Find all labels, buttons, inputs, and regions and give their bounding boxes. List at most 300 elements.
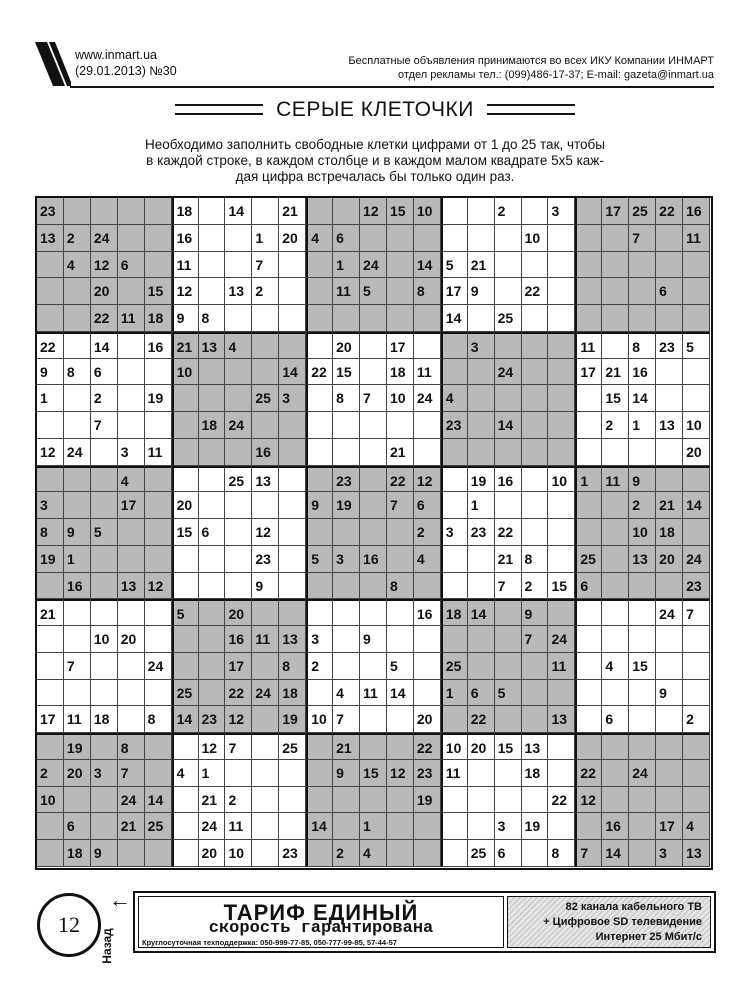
grid-cell[interactable]: 20 xyxy=(414,706,441,733)
grid-cell[interactable]: 13 xyxy=(118,573,145,600)
grid-cell[interactable]: 19 xyxy=(37,546,64,573)
grid-cell[interactable]: 20 xyxy=(683,439,710,466)
grid-cell[interactable] xyxy=(575,653,602,680)
grid-cell[interactable]: 6 xyxy=(199,519,226,546)
grid-cell[interactable] xyxy=(522,198,549,225)
grid-cell[interactable]: 21 xyxy=(333,733,360,760)
grid-cell[interactable]: 9 xyxy=(306,492,333,519)
grid-cell[interactable] xyxy=(199,252,226,279)
grid-cell[interactable] xyxy=(64,278,91,305)
grid-cell[interactable]: 5 xyxy=(360,278,387,305)
grid-cell[interactable]: 14 xyxy=(306,813,333,840)
grid-cell[interactable] xyxy=(468,439,495,466)
grid-cell[interactable]: 25 xyxy=(629,198,656,225)
grid-cell[interactable] xyxy=(387,706,414,733)
grid-cell[interactable] xyxy=(522,706,549,733)
grid-cell[interactable] xyxy=(145,599,172,626)
grid-cell[interactable]: 9 xyxy=(64,519,91,546)
grid-cell[interactable] xyxy=(279,412,306,439)
grid-cell[interactable] xyxy=(225,252,252,279)
grid-cell[interactable]: 5 xyxy=(495,680,522,707)
grid-cell[interactable] xyxy=(548,359,575,386)
grid-cell[interactable]: 8 xyxy=(118,733,145,760)
grid-cell[interactable]: 16 xyxy=(683,198,710,225)
grid-cell[interactable] xyxy=(468,385,495,412)
grid-cell[interactable]: 24 xyxy=(629,760,656,787)
grid-cell[interactable] xyxy=(118,599,145,626)
grid-cell[interactable] xyxy=(468,359,495,386)
grid-cell[interactable]: 10 xyxy=(683,412,710,439)
grid-cell[interactable] xyxy=(602,787,629,814)
grid-cell[interactable] xyxy=(279,252,306,279)
grid-cell[interactable]: 24 xyxy=(145,653,172,680)
grid-cell[interactable] xyxy=(656,733,683,760)
grid-cell[interactable]: 11 xyxy=(575,332,602,359)
grid-cell[interactable] xyxy=(333,626,360,653)
grid-cell[interactable]: 22 xyxy=(387,466,414,493)
grid-cell[interactable] xyxy=(414,626,441,653)
grid-cell[interactable] xyxy=(199,466,226,493)
grid-cell[interactable]: 7 xyxy=(91,412,118,439)
grid-cell[interactable]: 24 xyxy=(118,787,145,814)
grid-cell[interactable] xyxy=(548,305,575,332)
grid-cell[interactable] xyxy=(252,840,279,867)
grid-cell[interactable] xyxy=(333,305,360,332)
grid-cell[interactable]: 7 xyxy=(495,573,522,600)
grid-cell[interactable] xyxy=(360,492,387,519)
grid-cell[interactable]: 21 xyxy=(387,439,414,466)
grid-cell[interactable]: 2 xyxy=(91,385,118,412)
grid-cell[interactable]: 9 xyxy=(333,760,360,787)
grid-cell[interactable]: 17 xyxy=(225,653,252,680)
grid-cell[interactable] xyxy=(468,813,495,840)
grid-cell[interactable]: 13 xyxy=(629,546,656,573)
grid-cell[interactable] xyxy=(602,599,629,626)
grid-cell[interactable]: 2 xyxy=(37,760,64,787)
grid-cell[interactable]: 3 xyxy=(468,332,495,359)
grid-cell[interactable]: 1 xyxy=(575,466,602,493)
grid-cell[interactable] xyxy=(575,198,602,225)
grid-cell[interactable] xyxy=(360,359,387,386)
grid-cell[interactable] xyxy=(360,225,387,252)
grid-cell[interactable]: 21 xyxy=(468,252,495,279)
grid-cell[interactable]: 7 xyxy=(683,599,710,626)
grid-cell[interactable]: 5 xyxy=(306,546,333,573)
grid-cell[interactable]: 1 xyxy=(37,385,64,412)
grid-cell[interactable]: 15 xyxy=(548,573,575,600)
grid-cell[interactable] xyxy=(602,305,629,332)
grid-cell[interactable] xyxy=(575,252,602,279)
grid-cell[interactable] xyxy=(37,680,64,707)
grid-cell[interactable] xyxy=(145,733,172,760)
grid-cell[interactable]: 12 xyxy=(199,733,226,760)
grid-cell[interactable] xyxy=(118,332,145,359)
grid-cell[interactable] xyxy=(37,466,64,493)
grid-cell[interactable] xyxy=(279,332,306,359)
grid-cell[interactable]: 9 xyxy=(172,305,199,332)
grid-cell[interactable]: 10 xyxy=(91,626,118,653)
grid-cell[interactable]: 20 xyxy=(468,733,495,760)
grid-cell[interactable] xyxy=(279,760,306,787)
grid-cell[interactable] xyxy=(468,653,495,680)
grid-cell[interactable] xyxy=(333,412,360,439)
grid-cell[interactable]: 22 xyxy=(225,680,252,707)
grid-cell[interactable]: 24 xyxy=(252,680,279,707)
grid-cell[interactable] xyxy=(656,706,683,733)
grid-cell[interactable] xyxy=(387,252,414,279)
grid-cell[interactable]: 21 xyxy=(37,599,64,626)
grid-cell[interactable]: 11 xyxy=(252,626,279,653)
grid-cell[interactable]: 10 xyxy=(387,385,414,412)
grid-cell[interactable] xyxy=(387,412,414,439)
grid-cell[interactable]: 2 xyxy=(602,412,629,439)
grid-cell[interactable]: 8 xyxy=(199,305,226,332)
grid-cell[interactable] xyxy=(252,305,279,332)
grid-cell[interactable] xyxy=(387,840,414,867)
grid-cell[interactable] xyxy=(252,813,279,840)
grid-cell[interactable]: 12 xyxy=(91,252,118,279)
grid-cell[interactable]: 7 xyxy=(387,492,414,519)
grid-cell[interactable]: 8 xyxy=(145,706,172,733)
grid-cell[interactable]: 20 xyxy=(118,626,145,653)
grid-cell[interactable] xyxy=(656,573,683,600)
grid-cell[interactable] xyxy=(629,787,656,814)
grid-cell[interactable] xyxy=(225,492,252,519)
grid-cell[interactable]: 8 xyxy=(279,653,306,680)
grid-cell[interactable]: 23 xyxy=(683,573,710,600)
grid-cell[interactable] xyxy=(172,385,199,412)
grid-cell[interactable] xyxy=(548,439,575,466)
grid-cell[interactable]: 15 xyxy=(360,760,387,787)
grid-cell[interactable]: 5 xyxy=(683,332,710,359)
grid-cell[interactable]: 3 xyxy=(441,519,468,546)
grid-cell[interactable]: 25 xyxy=(495,305,522,332)
grid-cell[interactable]: 16 xyxy=(495,466,522,493)
grid-cell[interactable] xyxy=(548,278,575,305)
grid-cell[interactable] xyxy=(602,439,629,466)
grid-cell[interactable] xyxy=(575,492,602,519)
grid-cell[interactable]: 11 xyxy=(602,466,629,493)
grid-cell[interactable]: 20 xyxy=(199,840,226,867)
grid-cell[interactable] xyxy=(629,573,656,600)
grid-cell[interactable]: 8 xyxy=(548,840,575,867)
grid-cell[interactable] xyxy=(118,680,145,707)
grid-cell[interactable] xyxy=(252,760,279,787)
grid-cell[interactable]: 4 xyxy=(225,332,252,359)
grid-cell[interactable]: 20 xyxy=(91,278,118,305)
grid-cell[interactable] xyxy=(64,599,91,626)
grid-cell[interactable]: 3 xyxy=(37,492,64,519)
grid-cell[interactable] xyxy=(495,225,522,252)
grid-cell[interactable]: 6 xyxy=(91,359,118,386)
grid-cell[interactable]: 13 xyxy=(225,278,252,305)
grid-cell[interactable] xyxy=(495,332,522,359)
grid-cell[interactable]: 9 xyxy=(656,680,683,707)
grid-cell[interactable] xyxy=(441,332,468,359)
grid-cell[interactable] xyxy=(629,439,656,466)
grid-cell[interactable]: 17 xyxy=(602,198,629,225)
grid-cell[interactable] xyxy=(522,466,549,493)
grid-cell[interactable] xyxy=(656,305,683,332)
grid-cell[interactable] xyxy=(360,439,387,466)
grid-cell[interactable]: 16 xyxy=(172,225,199,252)
grid-cell[interactable]: 7 xyxy=(522,626,549,653)
grid-cell[interactable] xyxy=(575,412,602,439)
grid-cell[interactable] xyxy=(602,225,629,252)
grid-cell[interactable]: 21 xyxy=(172,332,199,359)
grid-cell[interactable]: 12 xyxy=(172,278,199,305)
grid-cell[interactable]: 1 xyxy=(468,492,495,519)
grid-cell[interactable]: 4 xyxy=(306,225,333,252)
grid-cell[interactable] xyxy=(306,412,333,439)
grid-cell[interactable]: 19 xyxy=(468,466,495,493)
grid-cell[interactable] xyxy=(495,492,522,519)
grid-cell[interactable] xyxy=(172,840,199,867)
grid-cell[interactable]: 4 xyxy=(64,252,91,279)
grid-cell[interactable] xyxy=(683,359,710,386)
grid-cell[interactable] xyxy=(414,840,441,867)
grid-cell[interactable]: 3 xyxy=(548,198,575,225)
grid-cell[interactable]: 13 xyxy=(252,466,279,493)
grid-cell[interactable] xyxy=(656,252,683,279)
grid-cell[interactable]: 7 xyxy=(575,840,602,867)
grid-cell[interactable] xyxy=(64,198,91,225)
grid-cell[interactable] xyxy=(495,787,522,814)
grid-cell[interactable]: 22 xyxy=(575,760,602,787)
grid-cell[interactable]: 16 xyxy=(252,439,279,466)
grid-cell[interactable] xyxy=(414,332,441,359)
grid-cell[interactable]: 19 xyxy=(522,813,549,840)
grid-cell[interactable] xyxy=(629,680,656,707)
grid-cell[interactable] xyxy=(387,305,414,332)
grid-cell[interactable] xyxy=(629,599,656,626)
grid-cell[interactable]: 12 xyxy=(252,519,279,546)
grid-cell[interactable]: 11 xyxy=(548,653,575,680)
grid-cell[interactable]: 17 xyxy=(575,359,602,386)
grid-cell[interactable]: 9 xyxy=(629,466,656,493)
grid-cell[interactable] xyxy=(548,412,575,439)
grid-cell[interactable] xyxy=(64,492,91,519)
grid-cell[interactable] xyxy=(360,305,387,332)
grid-cell[interactable] xyxy=(225,439,252,466)
grid-cell[interactable]: 13 xyxy=(548,706,575,733)
grid-cell[interactable] xyxy=(629,813,656,840)
grid-cell[interactable]: 8 xyxy=(64,359,91,386)
grid-cell[interactable]: 4 xyxy=(118,466,145,493)
grid-cell[interactable] xyxy=(414,412,441,439)
grid-cell[interactable] xyxy=(522,840,549,867)
grid-cell[interactable]: 14 xyxy=(629,385,656,412)
grid-cell[interactable] xyxy=(548,385,575,412)
grid-cell[interactable]: 25 xyxy=(252,385,279,412)
grid-cell[interactable]: 23 xyxy=(441,412,468,439)
grid-cell[interactable]: 23 xyxy=(656,332,683,359)
grid-cell[interactable]: 17 xyxy=(441,278,468,305)
grid-cell[interactable]: 4 xyxy=(441,385,468,412)
grid-cell[interactable]: 17 xyxy=(387,332,414,359)
grid-cell[interactable]: 24 xyxy=(360,252,387,279)
grid-cell[interactable]: 21 xyxy=(495,546,522,573)
grid-cell[interactable] xyxy=(333,573,360,600)
grid-cell[interactable] xyxy=(441,466,468,493)
grid-cell[interactable]: 11 xyxy=(118,305,145,332)
grid-cell[interactable] xyxy=(468,787,495,814)
grid-cell[interactable] xyxy=(306,466,333,493)
grid-cell[interactable]: 14 xyxy=(145,787,172,814)
grid-cell[interactable] xyxy=(145,546,172,573)
grid-cell[interactable] xyxy=(441,787,468,814)
grid-cell[interactable] xyxy=(225,225,252,252)
grid-cell[interactable] xyxy=(118,198,145,225)
grid-cell[interactable]: 17 xyxy=(118,492,145,519)
grid-cell[interactable]: 12 xyxy=(387,760,414,787)
grid-cell[interactable] xyxy=(199,225,226,252)
grid-cell[interactable] xyxy=(575,599,602,626)
grid-cell[interactable]: 6 xyxy=(468,680,495,707)
grid-cell[interactable] xyxy=(656,359,683,386)
grid-cell[interactable]: 1 xyxy=(360,813,387,840)
grid-cell[interactable]: 11 xyxy=(683,225,710,252)
grid-cell[interactable] xyxy=(279,519,306,546)
grid-cell[interactable] xyxy=(495,385,522,412)
grid-cell[interactable] xyxy=(145,680,172,707)
grid-cell[interactable]: 17 xyxy=(37,706,64,733)
grid-cell[interactable]: 9 xyxy=(91,840,118,867)
grid-cell[interactable]: 16 xyxy=(360,546,387,573)
grid-cell[interactable] xyxy=(333,653,360,680)
grid-cell[interactable] xyxy=(252,492,279,519)
grid-cell[interactable] xyxy=(145,466,172,493)
grid-cell[interactable]: 24 xyxy=(199,813,226,840)
grid-cell[interactable]: 23 xyxy=(252,546,279,573)
grid-cell[interactable] xyxy=(522,305,549,332)
grid-cell[interactable]: 6 xyxy=(118,252,145,279)
grid-cell[interactable] xyxy=(172,573,199,600)
grid-cell[interactable] xyxy=(37,653,64,680)
grid-cell[interactable]: 25 xyxy=(441,653,468,680)
grid-cell[interactable]: 7 xyxy=(118,760,145,787)
grid-cell[interactable] xyxy=(199,599,226,626)
grid-cell[interactable] xyxy=(360,412,387,439)
grid-cell[interactable] xyxy=(306,305,333,332)
grid-cell[interactable]: 16 xyxy=(64,573,91,600)
grid-cell[interactable] xyxy=(441,840,468,867)
grid-cell[interactable]: 5 xyxy=(172,599,199,626)
grid-cell[interactable]: 13 xyxy=(656,412,683,439)
grid-cell[interactable] xyxy=(548,492,575,519)
grid-cell[interactable] xyxy=(37,252,64,279)
grid-cell[interactable] xyxy=(522,332,549,359)
grid-cell[interactable] xyxy=(225,359,252,386)
grid-cell[interactable] xyxy=(602,546,629,573)
grid-cell[interactable] xyxy=(522,653,549,680)
grid-cell[interactable]: 24 xyxy=(548,626,575,653)
grid-cell[interactable] xyxy=(495,653,522,680)
grid-cell[interactable]: 21 xyxy=(279,198,306,225)
grid-cell[interactable]: 19 xyxy=(333,492,360,519)
grid-cell[interactable] xyxy=(145,840,172,867)
grid-cell[interactable]: 11 xyxy=(172,252,199,279)
grid-cell[interactable] xyxy=(683,733,710,760)
grid-cell[interactable] xyxy=(441,359,468,386)
grid-cell[interactable] xyxy=(172,546,199,573)
grid-cell[interactable]: 8 xyxy=(414,278,441,305)
grid-cell[interactable]: 1 xyxy=(252,225,279,252)
grid-cell[interactable]: 3 xyxy=(495,813,522,840)
grid-cell[interactable] xyxy=(145,412,172,439)
grid-cell[interactable] xyxy=(629,278,656,305)
grid-cell[interactable]: 5 xyxy=(387,653,414,680)
grid-cell[interactable] xyxy=(199,546,226,573)
grid-cell[interactable] xyxy=(360,653,387,680)
grid-cell[interactable] xyxy=(172,733,199,760)
grid-cell[interactable] xyxy=(441,573,468,600)
grid-cell[interactable]: 22 xyxy=(37,332,64,359)
grid-cell[interactable] xyxy=(306,252,333,279)
grid-cell[interactable]: 10 xyxy=(37,787,64,814)
grid-cell[interactable] xyxy=(199,439,226,466)
grid-cell[interactable] xyxy=(172,439,199,466)
grid-cell[interactable]: 11 xyxy=(64,706,91,733)
grid-cell[interactable] xyxy=(629,252,656,279)
grid-cell[interactable] xyxy=(306,760,333,787)
grid-cell[interactable] xyxy=(360,733,387,760)
grid-cell[interactable] xyxy=(225,573,252,600)
grid-cell[interactable]: 20 xyxy=(225,599,252,626)
grid-cell[interactable]: 25 xyxy=(575,546,602,573)
grid-cell[interactable] xyxy=(522,385,549,412)
grid-cell[interactable] xyxy=(548,760,575,787)
grid-cell[interactable]: 22 xyxy=(414,733,441,760)
grid-cell[interactable] xyxy=(360,332,387,359)
grid-cell[interactable]: 22 xyxy=(91,305,118,332)
grid-cell[interactable] xyxy=(602,519,629,546)
grid-cell[interactable] xyxy=(145,225,172,252)
grid-cell[interactable] xyxy=(279,573,306,600)
grid-cell[interactable] xyxy=(199,359,226,386)
grid-cell[interactable] xyxy=(548,252,575,279)
grid-cell[interactable] xyxy=(548,519,575,546)
grid-cell[interactable]: 23 xyxy=(37,198,64,225)
grid-cell[interactable]: 12 xyxy=(37,439,64,466)
grid-cell[interactable]: 21 xyxy=(118,813,145,840)
grid-cell[interactable]: 16 xyxy=(602,813,629,840)
grid-cell[interactable] xyxy=(495,599,522,626)
grid-cell[interactable]: 20 xyxy=(656,546,683,573)
grid-cell[interactable] xyxy=(172,787,199,814)
grid-cell[interactable]: 21 xyxy=(199,787,226,814)
grid-cell[interactable] xyxy=(145,492,172,519)
grid-cell[interactable] xyxy=(683,278,710,305)
grid-cell[interactable] xyxy=(468,546,495,573)
grid-cell[interactable]: 12 xyxy=(225,706,252,733)
grid-cell[interactable]: 3 xyxy=(306,626,333,653)
grid-cell[interactable] xyxy=(441,626,468,653)
grid-cell[interactable] xyxy=(91,787,118,814)
grid-cell[interactable]: 8 xyxy=(333,385,360,412)
grid-cell[interactable]: 15 xyxy=(145,278,172,305)
grid-cell[interactable] xyxy=(522,412,549,439)
grid-cell[interactable]: 16 xyxy=(414,599,441,626)
grid-cell[interactable] xyxy=(656,760,683,787)
grid-cell[interactable]: 14 xyxy=(172,706,199,733)
grid-cell[interactable] xyxy=(199,278,226,305)
grid-cell[interactable] xyxy=(656,626,683,653)
grid-cell[interactable] xyxy=(548,813,575,840)
grid-cell[interactable] xyxy=(548,733,575,760)
grid-cell[interactable] xyxy=(333,813,360,840)
grid-cell[interactable]: 12 xyxy=(575,787,602,814)
